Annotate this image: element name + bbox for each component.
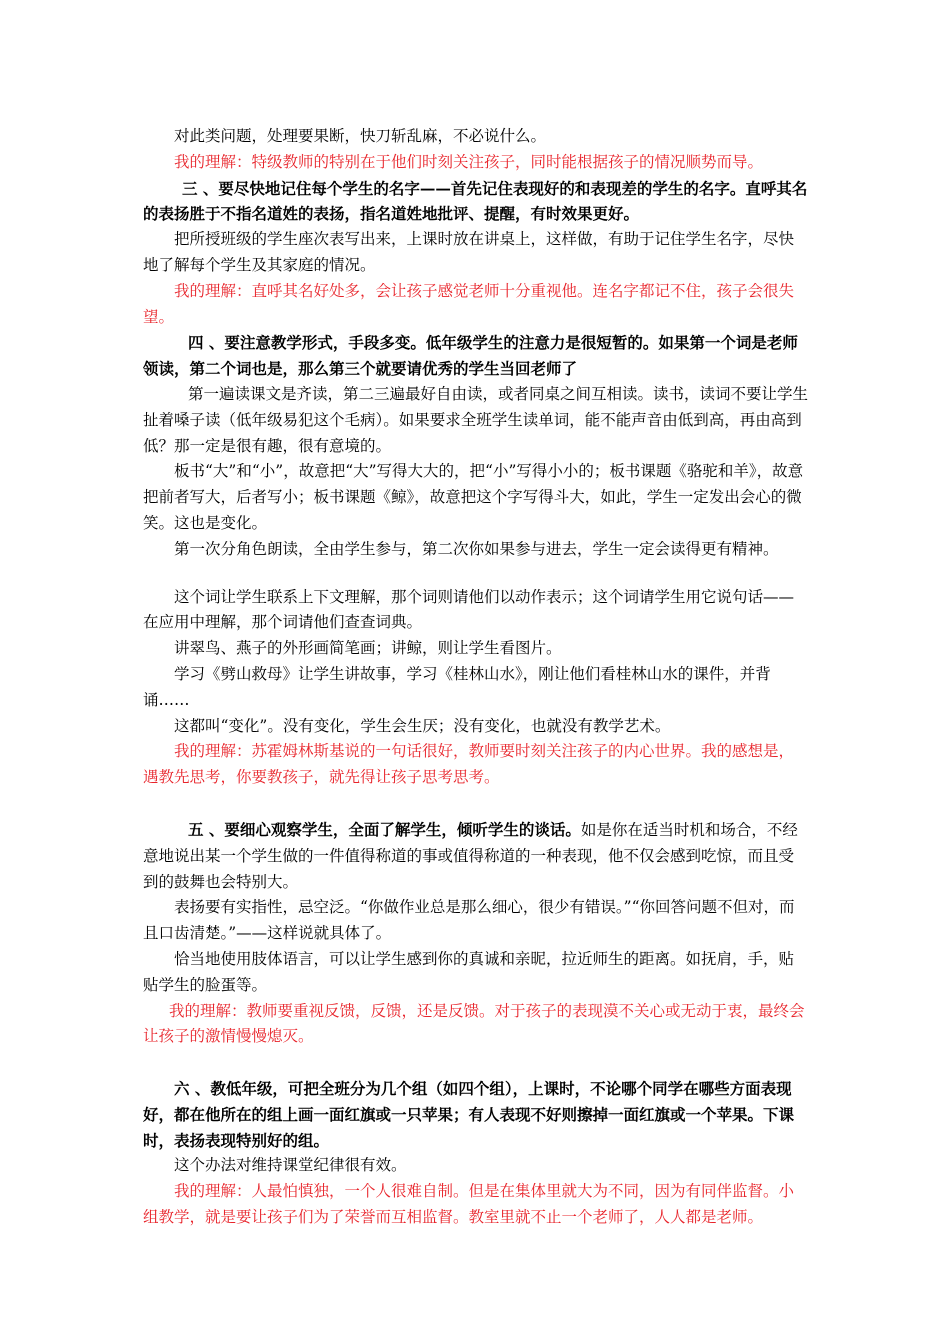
my-understanding-note: 我的理解：直呼其名好处多，会让孩子感觉老师十分重视他。连名字都记不住，孩子会很失望。 bbox=[143, 281, 795, 326]
paragraph: 讲翠鸟、燕子的外形画简笔画；讲鲸，则让学生看图片。 bbox=[174, 639, 562, 658]
paragraph: 学习《劈山救母》让学生讲故事，学习《桂林山水》，刚让他们看桂林山水的课件，并背诵…… bbox=[143, 664, 771, 709]
paragraph: 对此类问题，处理要果断，快刀斩乱麻，不必说什么。 bbox=[174, 127, 547, 145]
paragraph: 恰当地使用肢体语言，可以让学生感到你的真诚和亲昵，拉近师生的距离。如抚肩，手，贴贴学生的脸蛋等。 bbox=[143, 949, 795, 994]
paragraph: 这都叫“变化”。没有变化，学生会生厌；没有变化，也就没有教学艺术。 bbox=[174, 716, 671, 735]
paragraph: 第一遍读课文是齐读，第二三遍最好自由读，或者同桌之间互相读。读书，读词不要让学生扯着嗓子读（低年级易犯这个毛病）。如果要求全班学生读单词，能不能声音由低到高，再由高到低？那一定是很有趣，很有意境的。 bbox=[143, 384, 809, 455]
paragraph: 这个词让学生联系上下文理解，那个词则请他们以动作表示；这个词请学生用它说句话——在应用中理解，那个词请他们查查词典。 bbox=[143, 587, 795, 632]
paragraph: 把所授班级的学生座次表写出来，上课时放在讲桌上，这样做，有助于记住学生名字，尽快地了解每个学生及其家庭的情况。 bbox=[143, 230, 795, 274]
section-heading-3: 三 、要尽快地记住每个学生的名字——首先记住表现好的和表现差的学生的名字。直呼其名的表扬胜于不指名道姓的表扬，指名道姓地批评、提醒，有时效果更好。 bbox=[143, 178, 808, 224]
blank-line bbox=[143, 1050, 808, 1076]
my-understanding-note: 我的理解：教师要重视反馈，反馈，还是反馈。对于孩子的表现漠不关心或无动于衷，最终会让孩子的激情慢慢熄灭。 bbox=[143, 1001, 805, 1046]
paragraph: 这个办法对维持课堂纪律很有效。 bbox=[174, 1156, 407, 1175]
section-heading-4: 四 、要注意教学形式，手段多变。低年级学生的注意力是很短暂的。如果第一个词是老师领读，第二个词也是，那么第三个就要请优秀的学生当回老师了 bbox=[143, 333, 798, 379]
section-5-text: 如是你在适当时机和场合，不经意地说出某一个学生做的一件值得称道的事或值得称道的一种表现，他不仅会感到吃惊，而且受到的鼓舞也会特别大。 bbox=[143, 820, 798, 891]
blank-line bbox=[143, 563, 808, 585]
my-understanding-note: 我的理解：特级教师的特别在于他们时刻关注孩子，同时能根据孩子的情况顺势而导。 bbox=[174, 152, 764, 171]
my-understanding-note: 我的理解：苏霍姆林斯基说的一句话很好，教师要时刻关注孩子的内心世界。我的感想是，遇教先思考，你要教孩子，就先得让孩子思考思考。 bbox=[143, 742, 795, 787]
section-5-paragraph bbox=[143, 817, 808, 895]
document-body bbox=[143, 124, 808, 1231]
paragraph: 第一次分角色朗读，全由学生参与，第二次你如果参与进去，学生一定会读得更有精神。 bbox=[174, 539, 779, 558]
paragraph: 板书“大”和“小”，故意把“大”写得大大的，把“小”写得小小的；板书课题《骆驼和羊》，故意把前者写大，后者写小；板书课题《鲸》，故意把这个字写得斗大，如此，学生一定发出会心的微笑。这也是变化。 bbox=[143, 462, 804, 532]
section-heading-5: 五 、要细心观察学生，全面了解学生，倾听学生的谈话。 bbox=[188, 819, 581, 839]
blank-line bbox=[143, 791, 808, 817]
section-heading-6: 六 、教低年级，可把全班分为几个组（如四个组），上课时，不论哪个同学在哪些方面表现好，都在他所在的组上画一面红旗或一只苹果；有人表现不好则擦掉一面红旗或一个苹果。下课时，表扬表现特别好的组。 bbox=[143, 1079, 795, 1150]
paragraph: 表扬要有实指性，忌空泛。“你做作业总是那么细心，很少有错误。”“你回答问题不但对，而且口齿清楚。”——这样说就具体了。 bbox=[143, 898, 795, 943]
my-understanding-note: 我的理解：人最怕慎独，一个人很难自制。但是在集体里就大为不同，因为有同伴监督。小组教学，就是要让孩子们为了荣誉而互相监督。教室里就不止一个老师了，人人都是老师。 bbox=[143, 1182, 795, 1227]
